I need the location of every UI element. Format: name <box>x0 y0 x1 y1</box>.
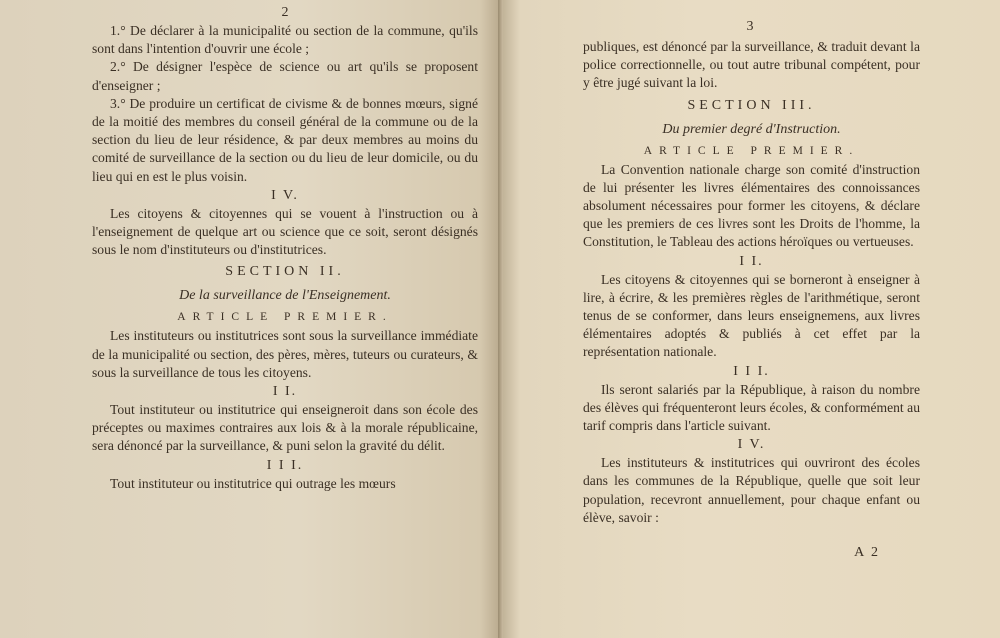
article-text-1: Les instituteurs ou institutrices sont sous la surveillance immédiate de la municipalité ou section, des pères, mères, tuteurs ou curateurs, & sous la surveillance de tous les citoyens. <box>92 328 478 380</box>
article-premier-heading: ARTICLE PREMIER. <box>177 311 393 324</box>
paragraph-item-1: 1.° De déclarer à la municipalité ou section de la commune, qu'ils sont dans l'intention d'ouvrir une école ; <box>92 23 478 57</box>
section-title: De la surveillance de l'Enseignement. <box>179 288 391 304</box>
article-heading-2: I I. <box>739 253 764 269</box>
paragraph-item-3: 3.° De produire un certificat de civisme & de bonnes mœurs, signé de la moitié des membres du conseil général de la commune ou de la section du lieu de leur résidence, & par deux membres au moins du comité de surveillance de la section ou du lieu de leur domicile, ou du lieu qui en est le plus voisin. <box>92 95 478 184</box>
article-premier-heading: ARTICLE PREMIER. <box>643 144 860 157</box>
article-heading-2: I I. <box>272 384 298 400</box>
article-text-4: Les instituteurs & institutrices qui ouvriront des écoles dans les communes de la République, quelle que soit leur population, recevront annuellement, pour chaque enfant ou élève, savoir : <box>583 455 920 525</box>
right-page-body <box>583 38 920 527</box>
section-heading: SECTION II. <box>225 264 345 280</box>
right-page <box>500 0 1000 638</box>
article-heading-3: I I I. <box>733 363 770 379</box>
article-text-2: Les citoyens & citoyennes qui se borneront à enseigner à lire, à écrire, & les premières règles de l'arithmétique, seront tenus de se conformer, dans leurs enseignemens, aux livres élémentaires adoptés & publiés à cet effet par la représentation nationale. <box>583 271 920 360</box>
article-heading-3: I I I. <box>266 457 304 473</box>
section-title: Du premier degré d'Instruction. <box>662 121 841 137</box>
article-heading-4: I V. <box>737 437 766 453</box>
article-text-3: Tout instituteur ou institutrice qui outrage les mœurs <box>110 475 396 491</box>
page-number-left: 2 <box>281 5 289 20</box>
article-text-1: La Convention nationale charge son comité d'instruction de lui présenter les livres élémentaires des connoissances absolument nécessaires pour former les citoyens, & déclare que les premiers de ces livres sont les Droits de l'homme, la Constitution, le Tableau des actions héroïques ou vertueuses. <box>583 161 920 250</box>
page-number-right: 3 <box>746 19 754 34</box>
signature-mark: A 2 <box>854 545 880 560</box>
section-heading: SECTION III. <box>687 97 816 113</box>
article-text-2: Tout instituteur ou institutrice qui enseigneroit dans son école des préceptes ou maximes contraires aux lois & à la morale républicaine, sera dénoncé par la surveillance, & puni selon la gravité du délit. <box>92 402 478 454</box>
article-text-4: Les citoyens & citoyennes qui se vouent à l'instruction ou à l'enseignement de quelque art ou science que ce soit, seront désignés sous le nom d'instituteurs ou d'institutrices. <box>92 205 478 258</box>
article-text-3: Ils seront salariés par la République, à raison du nombre des élèves qui fréquenteront leurs écoles, & conformément au tarif compris dans l'article suivant. <box>583 381 920 434</box>
article-heading-4: I V. <box>271 187 299 203</box>
opening-text: publiques, est dénoncé par la surveillance, & traduit devant la police correctionnelle, ou tout autre tribunal compétent, pour y être jugé suivant la loi. <box>583 39 920 91</box>
paragraph-item-2: 2.° De désigner l'espèce de science ou art qu'ils se proposent d'enseigner ; <box>92 59 478 93</box>
book-gutter <box>498 0 503 638</box>
